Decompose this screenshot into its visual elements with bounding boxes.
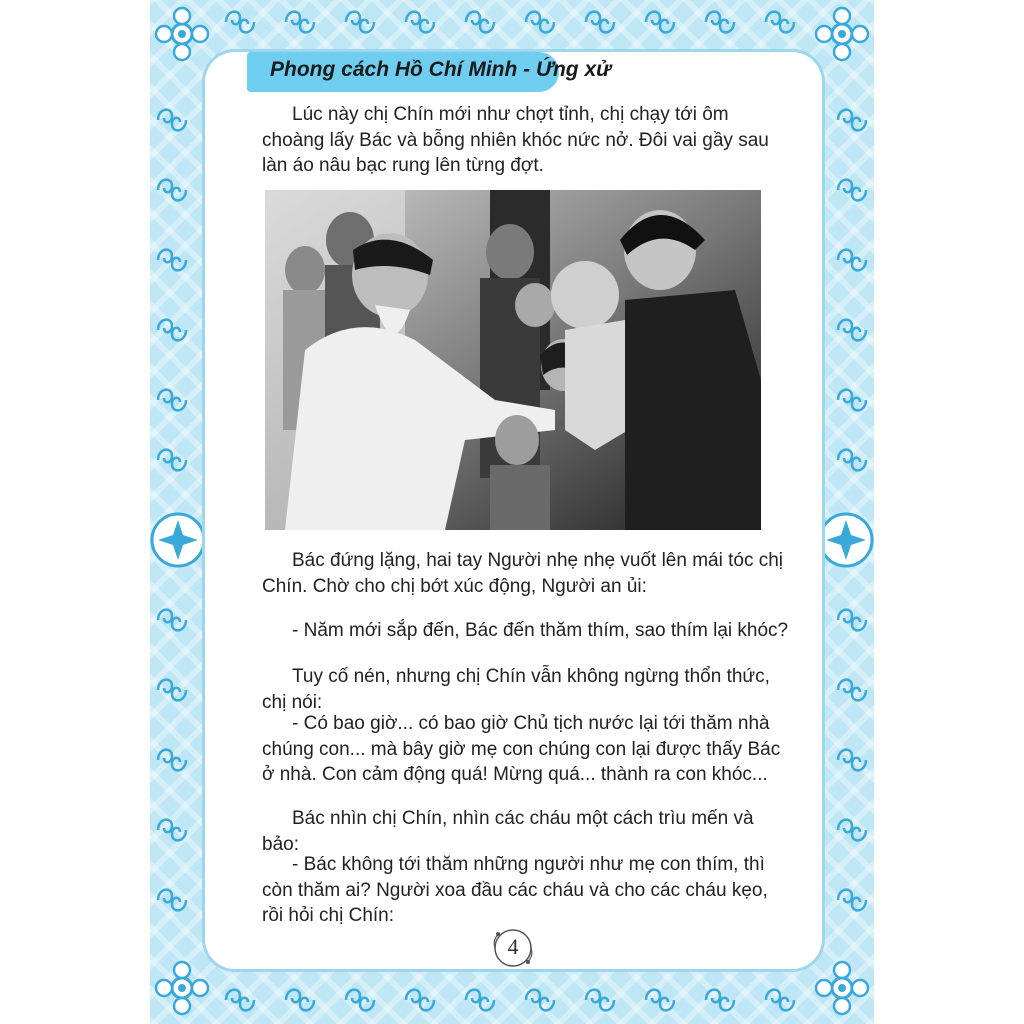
historical-photo [265,190,761,530]
paragraph-3: - Năm mới sắp đến, Bác đến thăm thím, sao thím lại khóc? [292,620,789,641]
page-number: 4 [507,934,519,959]
page-title: Phong cách Hồ Chí Minh - Ứng xử [270,58,612,81]
paragraph-7: - Bác không tới thăm những người như mẹ con thím, thì còn thăm ai? Người xoa đầu các cháu và cho các cháu kẹo, rồi hỏi chị Chín: [262,854,768,926]
paragraph-2: Bác đứng lặng, hai tay Người nhẹ nhẹ vuốt lên mái tóc chị Chín. Chờ cho chị bớt xúc động, Người an ủi: [262,550,784,597]
paragraph-1: Lúc này chị Chín mới như chợt tỉnh, chị chạy tới ôm choàng lấy Bác và bỗng nhiên khóc nức nở. Đôi vai gầy sau làn áo nâu bạc rung lên từng đợt. [262,104,769,176]
paragraph-5: - Có bao giờ... có bao giờ Chủ tịch nước lại tới thăm nhà chúng con... mà bây giờ mẹ con chúng con lại được thấy Bác ở nhà. Con cảm động quá! Mừng quá... thành ra con khóc... [262,713,781,785]
photo-image-icon [265,190,761,530]
paragraph-4: Tuy cố nén, nhưng chị Chín vẫn không ngừng thổn thức, chị nói: [262,666,770,713]
paragraph-6: Bác nhìn chị Chín, nhìn các cháu một cách trìu mến và bảo: [262,808,754,855]
